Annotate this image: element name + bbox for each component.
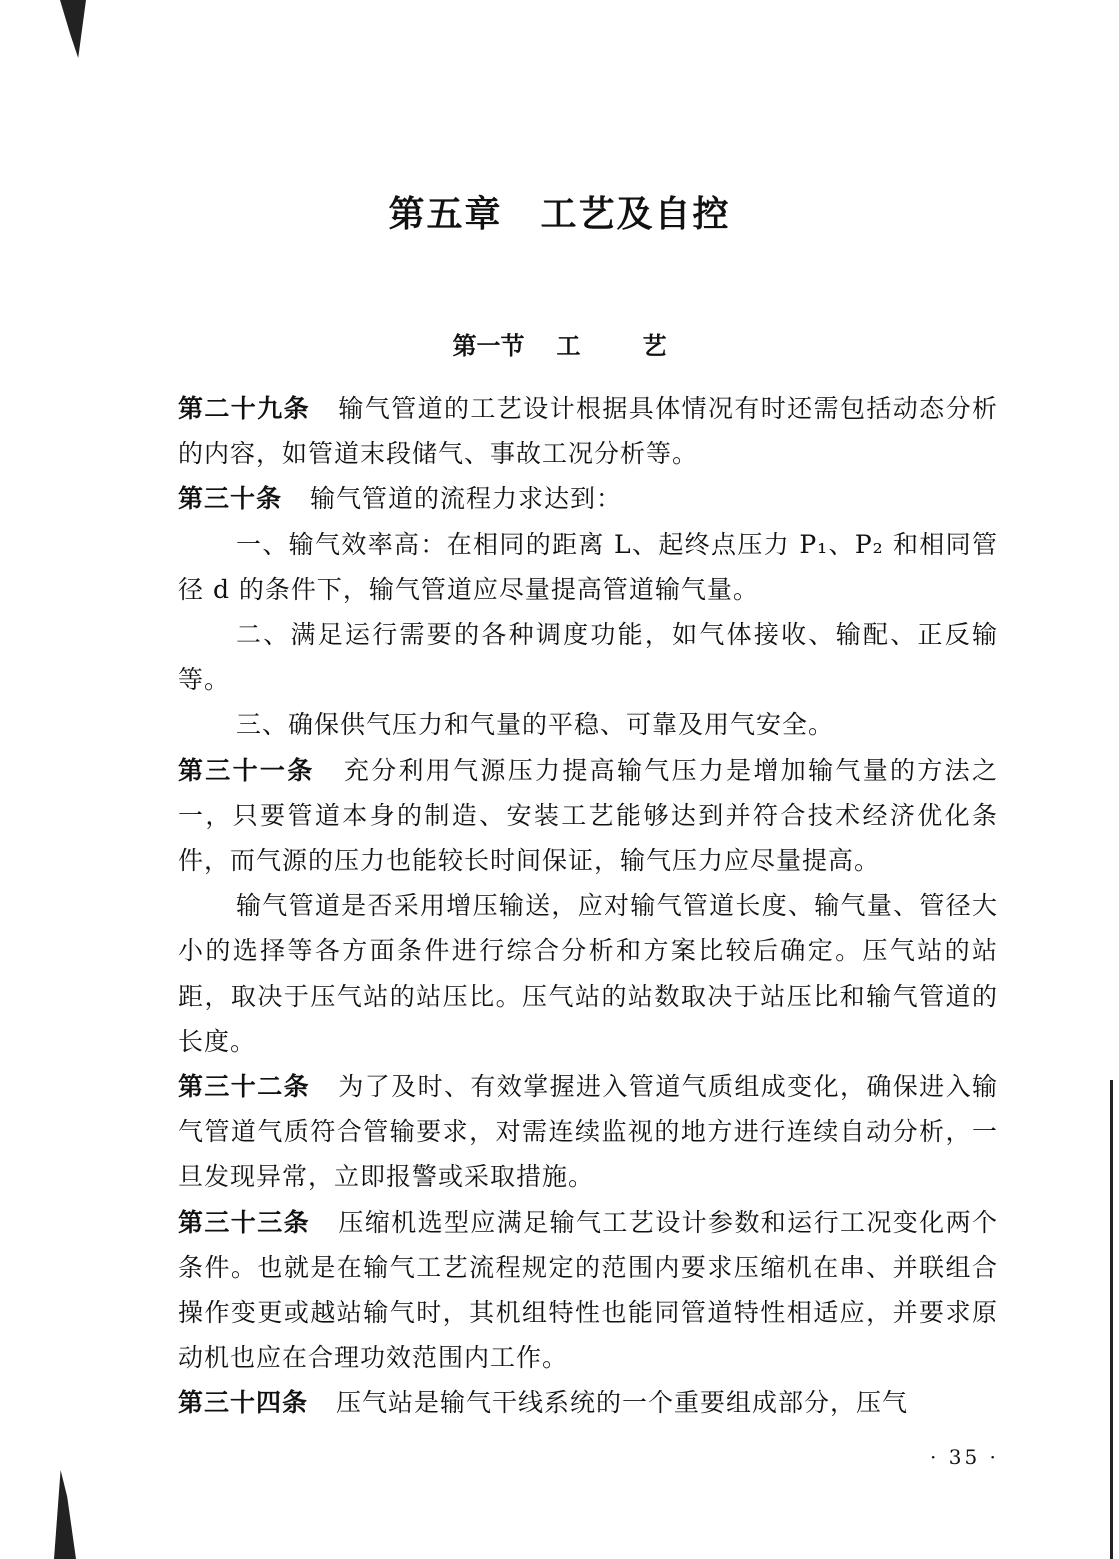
article-text: 输气管道的流程力求达到： bbox=[310, 484, 623, 514]
article-31 bbox=[178, 748, 998, 884]
section-title-char-2: 艺 bbox=[642, 332, 667, 360]
section-title bbox=[0, 326, 1119, 361]
article-30 bbox=[178, 476, 998, 521]
article-text: 压气站是输气干线系统的一个重要组成部分，压气 bbox=[336, 1388, 909, 1418]
article-29 bbox=[178, 386, 998, 476]
article-text: 充分利用气源压力提高输气压力是增加输气量的方法之一，只要管道本身的制造、安装工艺能够达到并符合技术经济优化条件，而气源的压力也能较长时间保证，输气压力应尽量提高。 bbox=[178, 755, 998, 876]
clause-1: 一、输气效率高：在相同的距离 L、起终点压力 P₁、P₂ 和相同管径 d 的条件下，输气管道应尽量提高管道输气量。 bbox=[178, 529, 998, 604]
article-number: 第三十一条 bbox=[178, 755, 315, 785]
chapter-name: 工艺及自控 bbox=[540, 194, 731, 235]
section-title-char-1: 工 bbox=[556, 332, 581, 360]
section-label: 第一节 bbox=[452, 332, 525, 360]
article-text: 输气管道的工艺设计根据具体情况有时还需包括动态分析的内容，如管道末段储气、事故工况分析等。 bbox=[178, 394, 998, 469]
clause-3: 三、确保供气压力和气量的平稳、可靠及用气安全。 bbox=[236, 710, 835, 740]
article-number: 第三十三条 bbox=[178, 1207, 310, 1237]
chapter-title bbox=[0, 186, 1119, 237]
article-32 bbox=[178, 1064, 998, 1200]
scan-mark-bottom-left bbox=[54, 1470, 76, 1559]
body-text bbox=[178, 386, 998, 1426]
article-34 bbox=[178, 1380, 998, 1425]
article-number: 第二十九条 bbox=[178, 394, 310, 423]
scan-mark-top-left bbox=[60, 0, 86, 58]
article-number: 第三十条 bbox=[178, 484, 283, 514]
article-33 bbox=[178, 1200, 998, 1381]
page-number: · 35 · bbox=[930, 1445, 999, 1469]
clause-2: 二、满足运行需要的各种调度功能，如气体接收、输配、正反输等。 bbox=[178, 620, 998, 695]
article-text: 为了及时、有效掌握进入管道气质组成变化，确保进入输气管道气质符合管输要求，对需连续监视的地方进行连续自动分析，一旦发现异常，立即报警或采取措施。 bbox=[178, 1072, 998, 1192]
chapter-number: 第五章 bbox=[388, 194, 503, 235]
article-text: 压缩机选型应满足输气工艺设计参数和运行工况变化两个条件。也就是在输气工艺流程规定的范围内要求压缩机在串、并联组合操作变更或越站输气时，其机组特性也能同管道特性相适应，并要求原动机也应在合理功效范围内工作。 bbox=[178, 1207, 998, 1373]
article-number: 第三十二条 bbox=[178, 1072, 310, 1102]
paragraph: 输气管道是否采用增压输送，应对输气管道长度、输气量、管径大小的选择等各方面条件进行综合分析和方案比较后确定。压气站的站距，取决于压气站的站压比。压气站的站数取决于站压比和输气管道的长度。 bbox=[178, 891, 998, 1056]
scan-mark-right-edge bbox=[1110, 1080, 1113, 1559]
article-number: 第三十四条 bbox=[178, 1388, 309, 1418]
